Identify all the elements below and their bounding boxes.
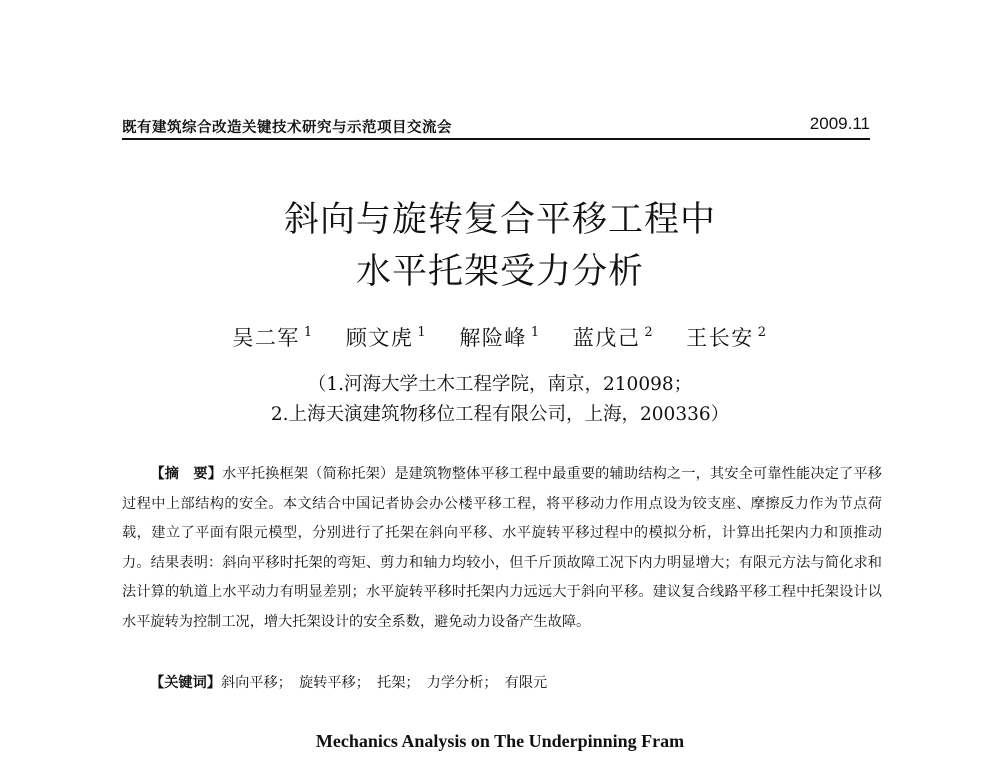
abstract-label: 【摘 要】 <box>150 466 223 482</box>
keywords-label: 【关键词】 <box>150 675 221 691</box>
author-affil-mark: 2 <box>757 325 768 340</box>
author-affil-mark: 1 <box>530 325 541 340</box>
author-affil-mark: 1 <box>303 325 314 340</box>
author-list <box>0 322 1000 352</box>
keywords-text: 斜向平移； 旋转平移； 托架； 力学分析； 有限元 <box>220 675 548 691</box>
author-affil-mark: 2 <box>644 325 655 340</box>
paper-title-line-2: 水平托架受力分析 <box>355 252 644 292</box>
keywords <box>150 672 547 692</box>
author <box>573 326 654 350</box>
author <box>232 326 313 350</box>
english-title: Mechanics Analysis on The Underpinning Fram <box>315 731 685 751</box>
abstract <box>122 460 882 638</box>
affiliation-line-2: 2.上海天演建筑物移位工程有限公司，上海，200336） <box>270 404 730 425</box>
author-name: 蓝戊己 <box>572 326 641 350</box>
running-header <box>122 112 870 140</box>
author <box>459 326 540 350</box>
author-name: 王长安 <box>686 326 754 350</box>
author <box>686 326 767 350</box>
author <box>346 326 427 350</box>
paper-title-line-1: 斜向与旋转复合平移工程中 <box>283 200 716 240</box>
conference-name: 既有建筑综合改造关键技术研究与示范项目交流会 <box>122 119 452 136</box>
issue-date: 2009.11 <box>809 114 870 133</box>
author-name: 顾文虎 <box>345 326 414 350</box>
author-name: 解险峰 <box>459 326 527 350</box>
affiliation-line-1: （1.河海大学土木工程学院，南京，210098； <box>307 374 693 395</box>
header-rule <box>122 138 870 140</box>
abstract-text: 水平托换框架（简称托架）是建筑物整体平移工程中最重要的辅助结构之一，其安全可靠性能决定了平移过程中上部结构的安全。本文结合中国记者协会办公楼平移工程，将平移动力作用点设为铰支座、摩擦反力作为节点荷载，建立了平面有限元模型，分别进行了托架在斜向平移、水平旋转平移过程中的模拟分析，计算出托架内力和顶推动力。结果表明：斜向平移时托架的弯矩、剪力和轴力均较小，但千斤顶故障工况下内力明显增大；有限元方法与简化求和法计算的轨道上水平动力有明显差别；水平旋转平移时托架内力远远大于斜向平移。建议复合线路平移工程中托架设计以水平旋转为控制工况，增大托架设计的安全系数，避免动力设备产生故障。 <box>122 466 882 630</box>
author-name: 吴二军 <box>232 326 300 350</box>
author-affil-mark: 1 <box>417 325 428 340</box>
